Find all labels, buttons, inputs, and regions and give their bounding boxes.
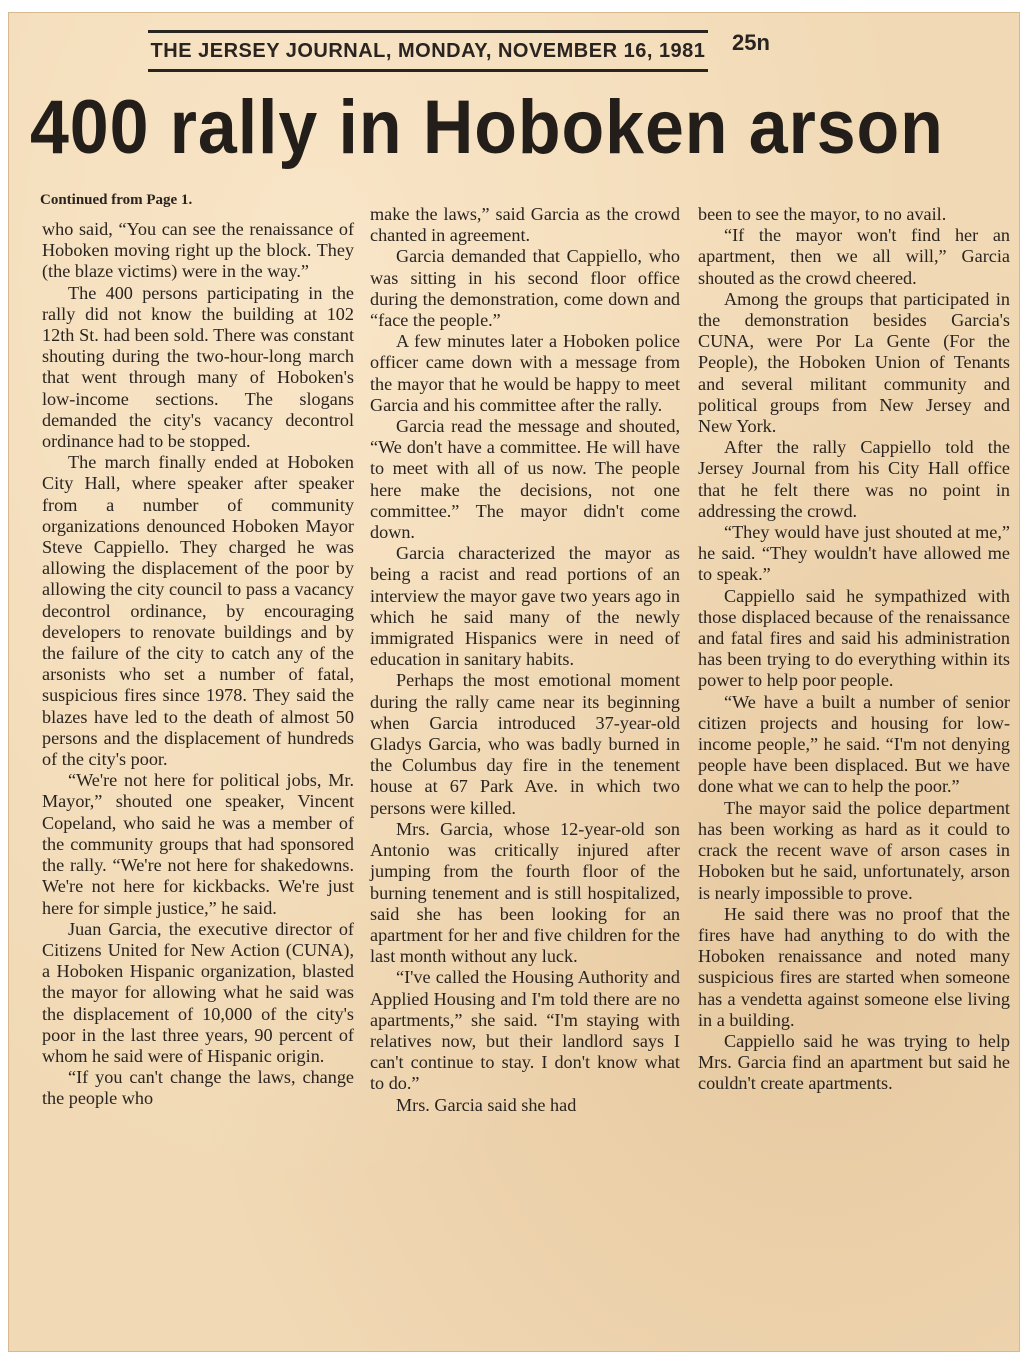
- handwritten-page-note: 25n: [732, 30, 770, 55]
- headline: 400 rally in Hoboken arson: [30, 85, 944, 170]
- paragraph: Garcia demanded that Cappiello, who was sitting in his second floor office during the demonstration, come down and “face the people.”: [370, 246, 680, 331]
- paragraph: Garcia characterized the mayor as being a racist and read portions of an interview the mayor gave two years ago in which he said many of the newly immigrated Hispanics were in need of education in sanitary habits.: [370, 543, 680, 670]
- paragraph: Juan Garcia, the executive director of Citizens United for New Action (CUNA), a Hoboken Hispanic organization, blasted the mayor for allowing what he said was the displacement of 10,000 of the city's poor in the last three years, 90 percent of whom he said were of Hispanic origin.: [42, 918, 354, 1066]
- paragraph: After the rally Cappiello told the Jersey Journal from his City Hall office that he felt there was no point in addressing the crowd.: [698, 437, 1010, 521]
- article-column-2: [370, 204, 680, 1116]
- newspaper-clipping: [8, 12, 1020, 1352]
- article-column-3: [698, 204, 1010, 1095]
- paragraph: Among the groups that participated in the demonstration besides Garcia's CUNA, were Por La Gente (For the People), the Hoboken Union of Tenants and several militant community and political groups from New Jersey and New York.: [698, 288, 1010, 437]
- paragraph: The march finally ended at Hoboken City Hall, where speaker after speaker from a number of community organizations denounced Hoboken Mayor Steve Cappiello. They charged he was allowing the displacement of the poor by allowing the city council to pass a vacancy decontrol ordinance, by encouraging developers to renovate buildings and by the failure of the city to catch any of the arsonists who set a number of fatal, suspicious fires since 1978. They said the blazes have led to the death of almost 50 persons and the displacement of hundreds of the city's poor.: [42, 452, 354, 770]
- paragraph: Cappiello said he sympathized with those displaced because of the renaissance and fatal fires and said his administration has been trying to do everything within its power to help poor people.: [698, 585, 1010, 691]
- paragraph: “If the mayor won't find her an apartment, then we all will,” Garcia shouted as the crowd cheered.: [698, 225, 1010, 288]
- paragraph: “We have a built a number of senior citizen projects and housing for low-income people,” he said. “I'm not denying people have been displaced. But we have done what we can to help the poor.”: [698, 691, 1010, 797]
- paragraph: been to see the mayor, to no avail.: [698, 204, 947, 224]
- paragraph: Garcia read the message and shouted, “We don't have a committee. He will have to meet with all of us now. The people here make the decisions, not one committee.” The mayor didn't come down.: [370, 416, 680, 543]
- paragraph: make the laws,” said Garcia as the crowd chanted in agreement.: [370, 204, 680, 246]
- paragraph: Mrs. Garcia said she had: [396, 1094, 577, 1115]
- paragraph: “They would have just shouted at me,” he said. “They wouldn't have allowed me to speak.”: [698, 522, 1010, 585]
- paragraph: Perhaps the most emotional moment during the rally came near its beginning when Garcia introduced 37-year-old Gladys Garcia, who was badly burned in the Columbus day fire in the tenement house at 67 Park Ave. in which two persons were killed.: [370, 670, 680, 818]
- paragraph: Mrs. Garcia, whose 12-year-old son Antonio was critically injured after jumping from the fourth floor of the burning tenement and is still hospitalized, said she has been looking for an apartment for her and five children for the last month without any luck.: [370, 818, 680, 967]
- article-column-1: [42, 219, 354, 1110]
- paragraph: Cappiello said he was trying to help Mrs. Garcia find an apartment but said he couldn't create apartments.: [698, 1030, 1010, 1094]
- paragraph: “I've called the Housing Authority and Applied Housing and I'm told there are no apartments,” she said. “I'm staying with relatives now, but their landlord says I can't continue to stay. I don't know what to do.”: [370, 967, 680, 1094]
- paragraph: “We're not here for political jobs, Mr. Mayor,” shouted one speaker, Vincent Copeland, who said he was a member of the community groups that had sponsored the rally. “We're not here for shakedowns. We're not here for kickbacks. We're just here for simple justice,” he said.: [42, 770, 354, 918]
- paragraph: “If you can't change the laws, change the people who: [42, 1067, 354, 1109]
- paragraph: The 400 persons participating in the rally did not know the building at 102 12th St. had been sold. There was constant shouting during the two-hour-long march that went through many of Hoboken's low-income sections. The slogans demanded the city's vacancy decontrol ordinance had to be stopped.: [42, 282, 354, 452]
- masthead: THE JERSEY JOURNAL, MONDAY, NOVEMBER 16, 1981: [148, 30, 708, 72]
- paragraph: He said there was no proof that the fires have had anything to do with the Hoboken renaissance and noted many suspicious fires are started when someone has a vendetta against someone else living in a building.: [698, 903, 1010, 1030]
- paragraph: The mayor said the police department has been working as hard as it could to crack the recent wave of arson cases in Hoboken but he said, unfortunately, arson is nearly impossible to prove.: [698, 797, 1010, 903]
- paragraph: A few minutes later a Hoboken police officer came down with a message from the mayor that he would be happy to meet Garcia and his committee after the rally.: [370, 331, 680, 415]
- paragraph: who said, “You can see the renaissance of Hoboken moving right up the block. They (the blaze victims) were in the way.”: [42, 219, 354, 282]
- continued-note: Continued from Page 1.: [40, 192, 193, 208]
